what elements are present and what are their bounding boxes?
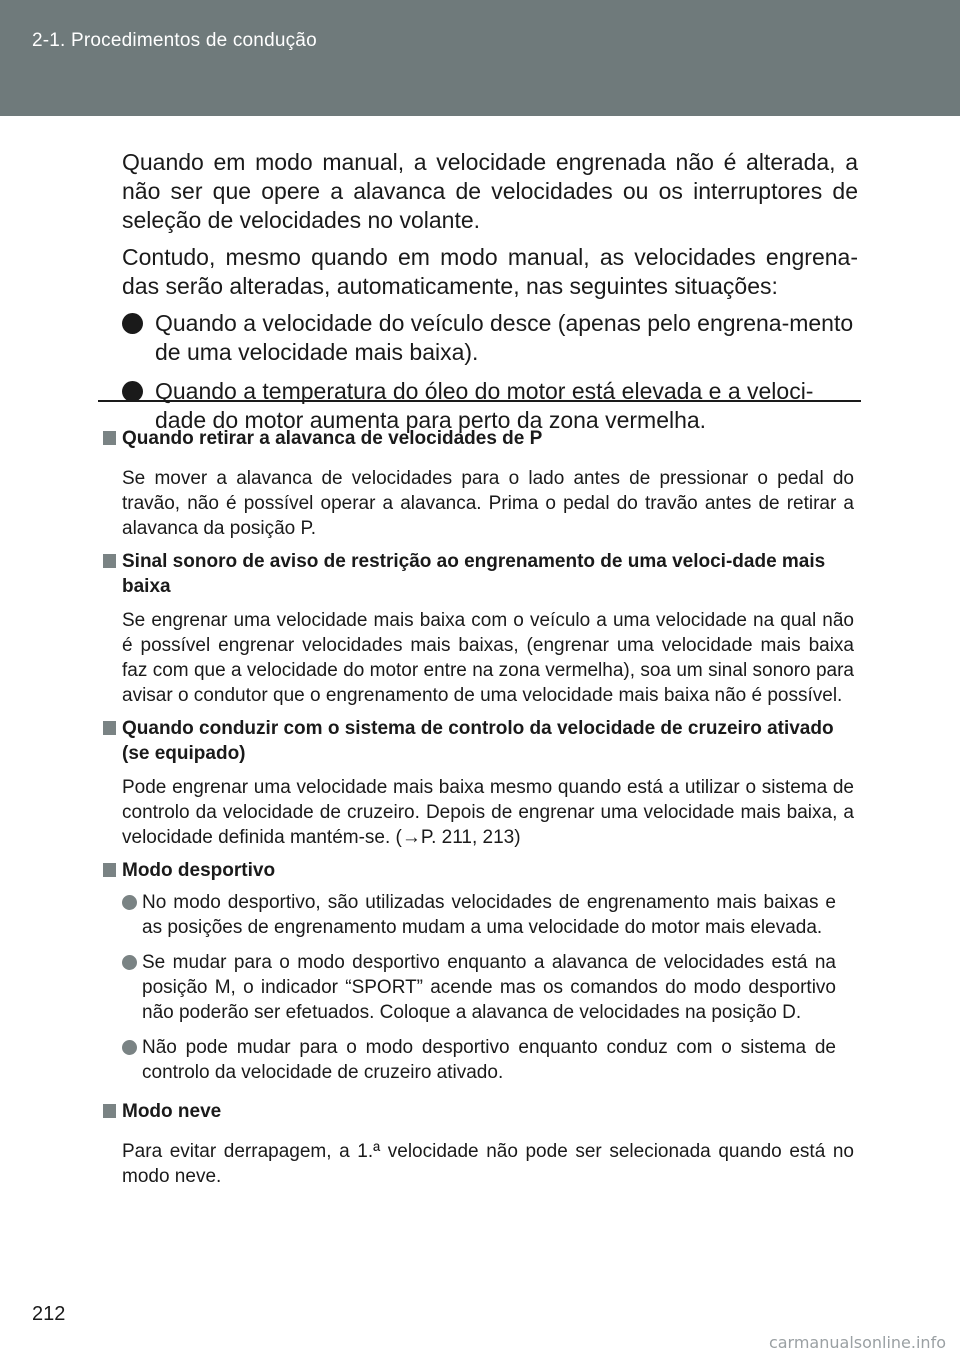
bullet-icon bbox=[122, 955, 137, 970]
note-heading: Modo neve bbox=[103, 1099, 854, 1124]
bullet-icon bbox=[122, 1040, 137, 1055]
list-item-text: Quando a temperatura do óleo do motor está elevada e a veloci-dade do motor aumenta para perto da zona vermelha. bbox=[155, 378, 814, 433]
note-heading: Sinal sonoro de aviso de restrição ao engrenamento de uma veloci-dade mais baixa bbox=[103, 549, 854, 599]
note-body: Se mover a alavanca de velocidades para o lado antes de pressionar o pedal do travão, não é possível operar a alavanca. Prima o pedal do travão antes de retirar a alavanca da posição P. bbox=[122, 468, 854, 539]
note-heading: Quando retirar a alavanca de velocidades de P bbox=[103, 426, 854, 451]
notes-section bbox=[103, 426, 854, 1197]
bullet-icon bbox=[122, 895, 137, 910]
page-number: 212 bbox=[32, 1303, 66, 1325]
bullet-icon bbox=[122, 313, 143, 334]
section-title: 2-1. Procedimentos de condução bbox=[32, 30, 317, 51]
section-divider bbox=[98, 400, 861, 402]
list-item: No modo desportivo, são utilizadas velocidades de engrenamento mais baixas e as posições de engrenamento mudam a uma velocidade do motor mais elevada. bbox=[122, 890, 836, 940]
list-item-text: Quando a velocidade do veículo desce (apenas pelo engrena-mento de uma velocidade mais baixa). bbox=[155, 310, 854, 365]
square-bullet-icon bbox=[103, 1104, 116, 1118]
watermark: carmanualsonline.info bbox=[768, 1333, 946, 1352]
note-body: Pode engrenar uma velocidade mais baixa mesmo quando está a utilizar o sistema de controlo da velocidade de cruzeiro. Depois de engrenar uma velocidade mais baixa, a velocidade definida mantém-se. (→P. 211, 213) bbox=[122, 777, 854, 848]
intro-paragraph: Quando em modo manual, a velocidade engrenada não é alterada, a não ser que opere a alavanca de velocidades ou os interruptores de seleção de velocidades no volante. bbox=[122, 149, 858, 233]
page-header bbox=[0, 0, 960, 116]
list-item: Não pode mudar para o modo desportivo enquanto conduz com o sistema de controlo da velocidade de cruzeiro ativado. bbox=[122, 1035, 836, 1085]
note-heading: Modo desportivo bbox=[103, 858, 854, 883]
intro-paragraph: Contudo, mesmo quando em modo manual, as velocidades engrena-das serão alteradas, automaticamente, nas seguintes situações: bbox=[122, 244, 858, 299]
bullet-icon bbox=[122, 381, 143, 402]
note-body: Se engrenar uma velocidade mais baixa com o veículo a uma velocidade na qual não é possível engrenar velocidades mais baixas, (engrenar uma velocidade mais baixa faz com que a velocidade do motor entre na zona vermelha), soa um sinal sonoro para avisar o condutor que o engrenamento de uma velocidade mais baixa não é possível. bbox=[122, 610, 854, 706]
list-item bbox=[122, 309, 858, 367]
square-bullet-icon bbox=[103, 431, 116, 445]
square-bullet-icon bbox=[103, 554, 116, 568]
note-body: Para evitar derrapagem, a 1.ª velocidade não pode ser selecionada quando está no modo neve. bbox=[122, 1141, 854, 1187]
square-bullet-icon bbox=[103, 721, 116, 735]
note-heading: Quando conduzir com o sistema de controlo da velocidade de cruzeiro ativado (se equipado) bbox=[103, 716, 854, 766]
square-bullet-icon bbox=[103, 863, 116, 877]
list-item: Se mudar para o modo desportivo enquanto a alavanca de velocidades está na posição M, o indicador “SPORT” acende mas os comandos do modo desportivo não poderão ser efetuados. Coloque a alavanca de velocidades na posição D. bbox=[122, 950, 836, 1025]
